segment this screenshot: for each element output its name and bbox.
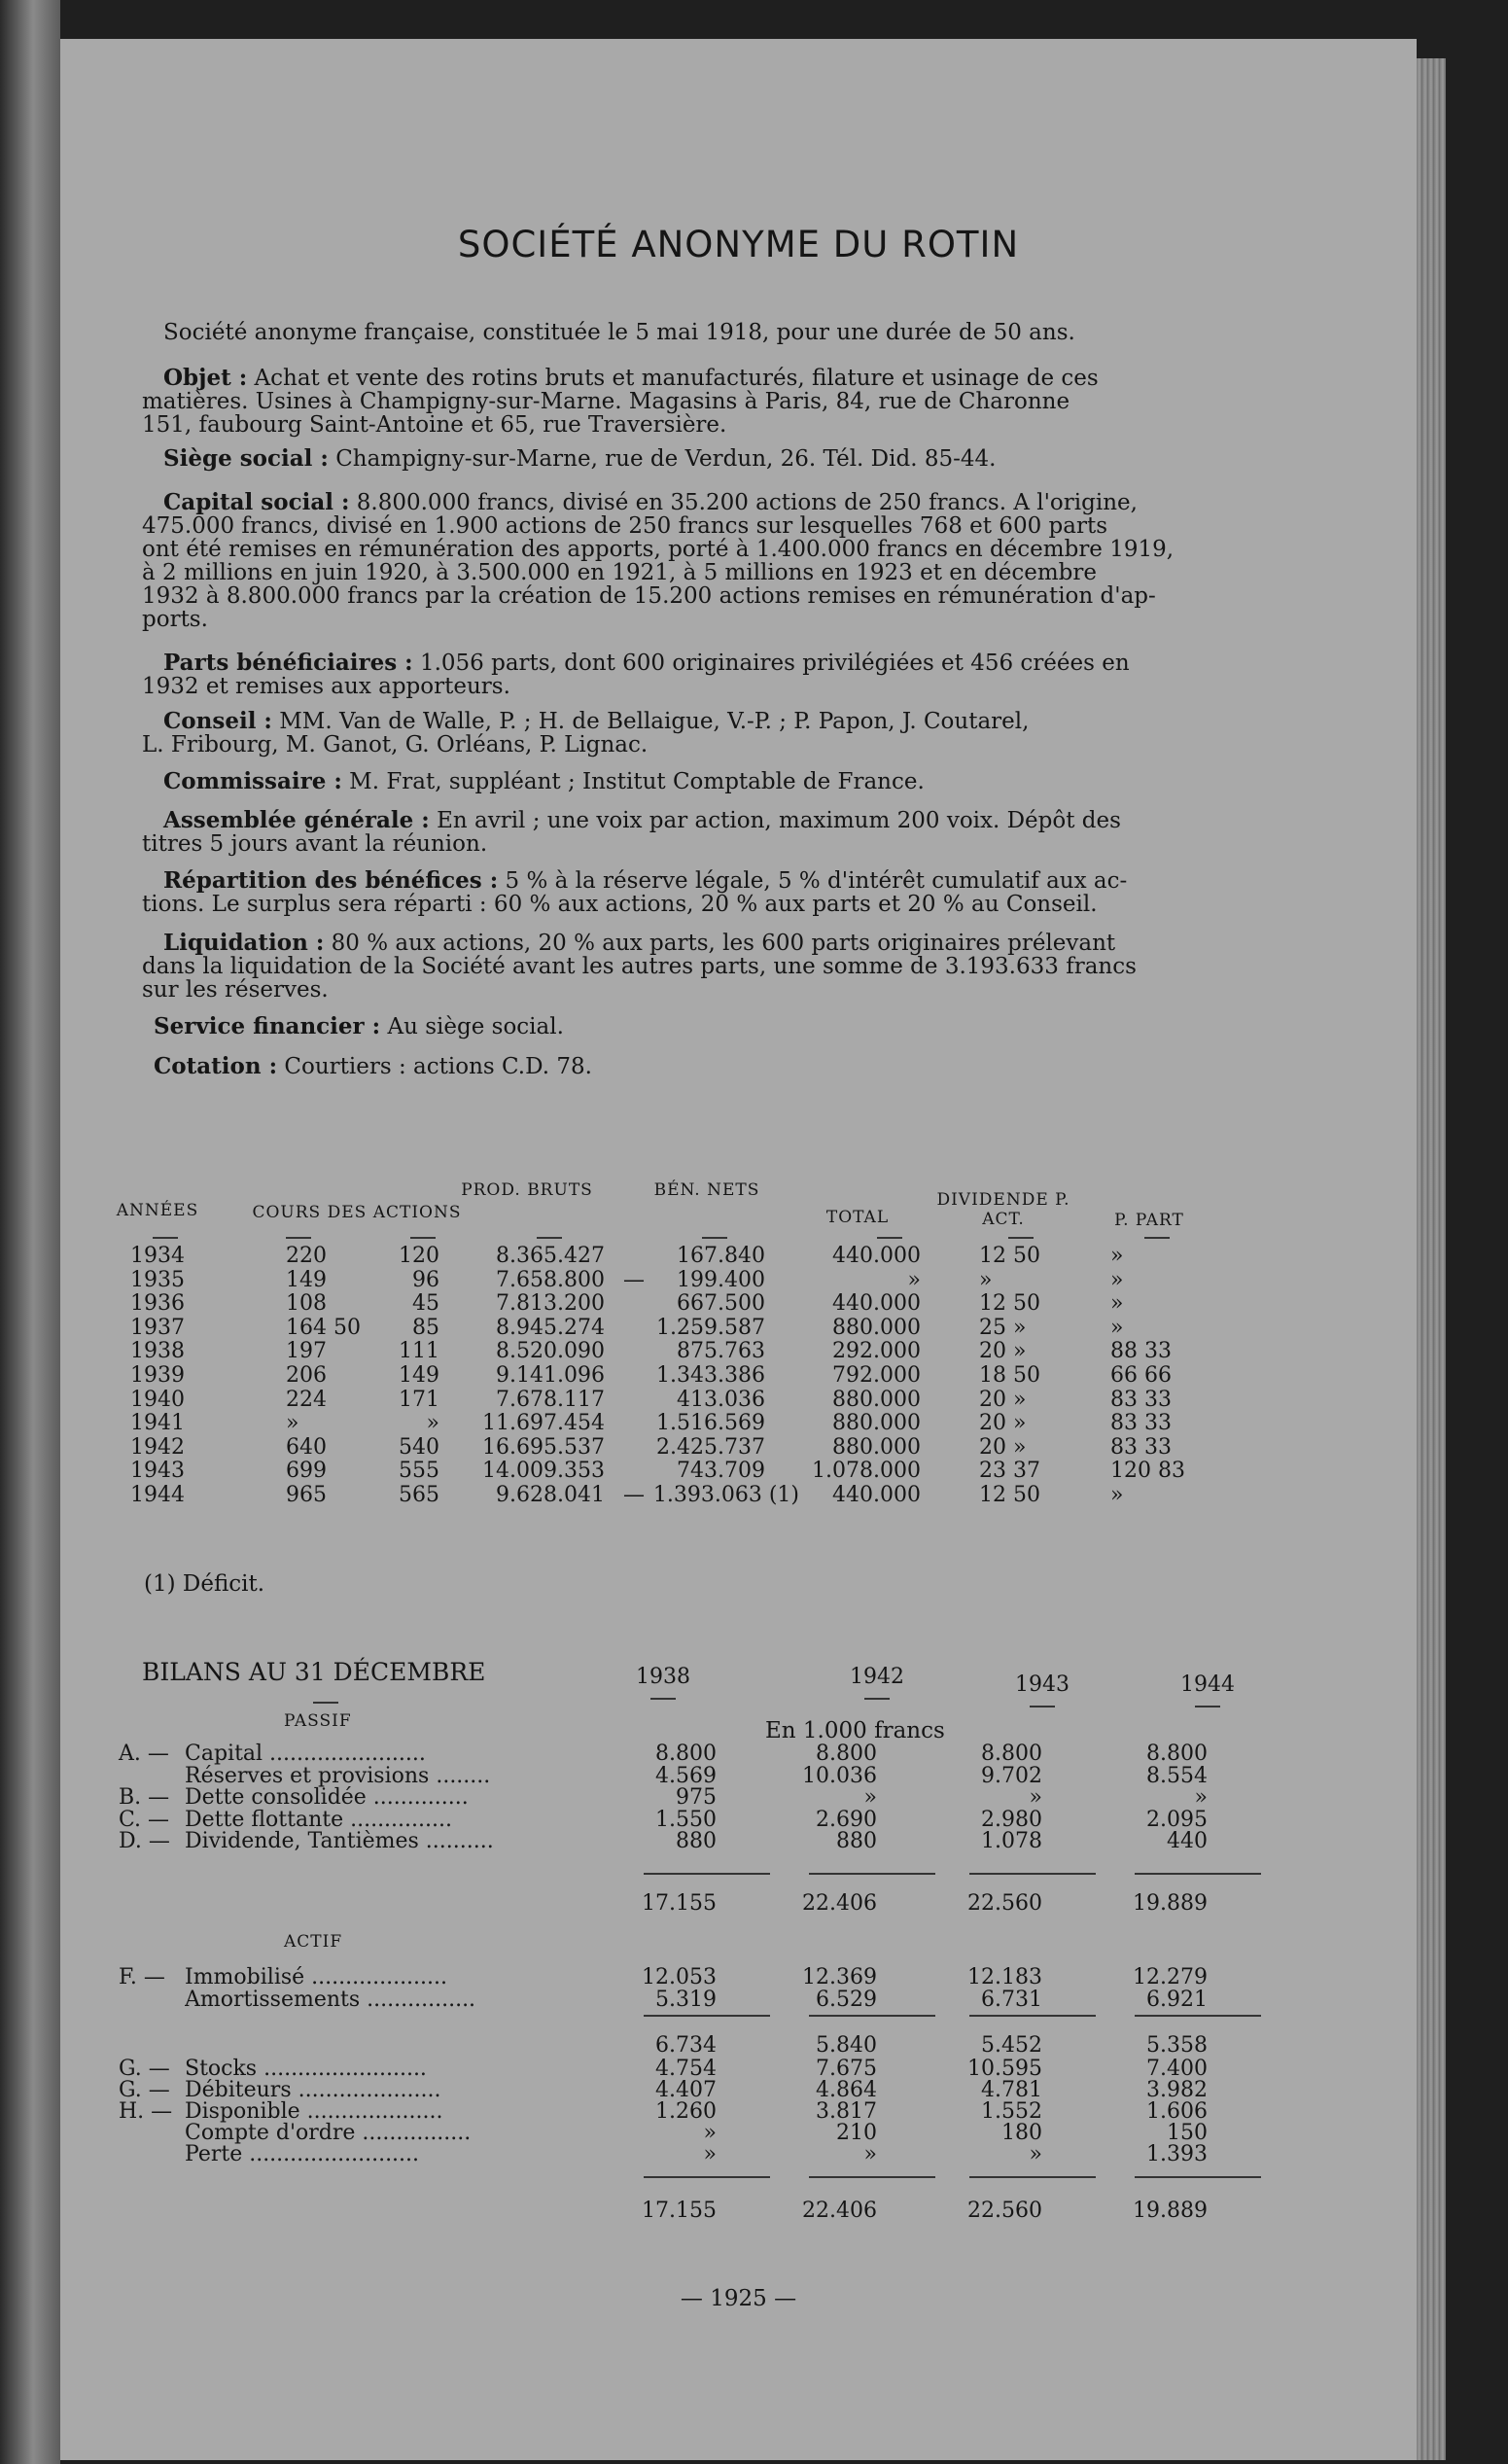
passif-row-label: Dette consolidée .............. [185,1786,469,1810]
cell-total: 880.000 [832,1434,921,1460]
cell-prod-bruts: 8.520.090 [496,1339,605,1364]
cell-annee: 1934 [130,1244,185,1268]
capital-line-2: 475.000 francs, divisé en 1.900 actions de 250 francs sur lesquelles 768 et 600 parts [142,513,1107,539]
cell-annee: 1935 [130,1267,185,1292]
actif-row-letter: H. — [119,2099,173,2124]
actif-total-value: 17.155 [642,2199,717,2223]
actif-row-value: 4.754 [655,2057,717,2081]
page-stack-edge [1417,58,1446,2460]
cell-ben-nets: 2.425.737 [656,1434,765,1460]
document-page [60,39,1417,2460]
actif-total-value: 22.406 [802,2199,877,2223]
liquidation-line-3: sur les réserves. [142,977,329,1003]
table-footnote: (1) Déficit. [144,1571,265,1597]
actif-row-value: 1.606 [1146,2099,1208,2124]
cell-cours-1: 164 50 [286,1315,361,1340]
cell-ben-nets: 199.400 [677,1267,765,1292]
cell-annee: 1944 [130,1483,185,1507]
actif-row-value: 4.864 [816,2078,877,2102]
actif-row-letter: G. — [119,2078,170,2102]
actif-row-value: » [703,2142,717,2166]
actif-row-value: 10.595 [967,2057,1042,2081]
conseil-line-1: Conseil : MM. Van de Walle, P. ; H. de Bellaigue, V.-P. ; P. Papon, J. Coutarel, [163,708,1030,734]
cell-annee: 1938 [130,1339,185,1364]
intro-line: Société anonyme française, constituée le 5 mai 1918, pour une durée de 50 ans. [163,320,1075,345]
passif-row-value: 4.569 [655,1763,717,1788]
cell-total: 440.000 [832,1244,921,1268]
header-dash [153,1237,178,1239]
passif-row-value: » [1194,1785,1208,1810]
assemblee-line-1: Assemblée générale : En avril ; une voix par action, maximum 200 voix. Dépôt des [163,807,1121,833]
siege-label: Siège social : [163,445,329,472]
repartition-label: Répartition des bénéfices : [163,867,499,894]
service-line: Service financier : Au siège social. [154,1013,564,1039]
header-cours: COURS DES ACTIONS [252,1203,462,1222]
actif-net-value: 5.452 [981,2033,1042,2058]
actif-row-value: » [1029,2142,1042,2166]
cell-cours-2: 85 [412,1315,439,1340]
bilans-year: 1942 [850,1665,904,1689]
actif-row-letter: G. — [119,2057,170,2081]
cell-cours-1: » [286,1411,299,1436]
actif-immo-row-value: 5.319 [655,1987,717,2012]
passif-row-value: 8.800 [1146,1742,1208,1766]
service-label: Service financier : [154,1013,381,1039]
passif-row-value: » [863,1785,877,1810]
cell-cours-2: 555 [399,1459,439,1484]
year-dash [1030,1706,1055,1707]
commissaire-line: Commissaire : M. Frat, suppléant ; Institut Comptable de France. [163,768,925,794]
cell-cours-2: 171 [399,1387,439,1412]
actif-row-label: Stocks ........................ [185,2058,427,2081]
subtotal-line [1135,2015,1261,2017]
actif-immo-row-value: 12.279 [1133,1965,1208,1989]
cell-sign: — [623,1267,645,1292]
cell-cours-1: 640 [286,1434,327,1460]
actif-row-value: 180 [1001,2121,1042,2145]
passif-row-label: Capital ....................... [185,1742,426,1766]
actif-row-value: » [863,2142,877,2166]
actif-row-label: Compte d'ordre ................ [185,2122,472,2145]
actif-row-value: 3.817 [816,2099,877,2124]
parts-line-2: 1932 et remises aux apporteurs. [142,674,510,699]
objet-line-2: matières. Usines à Champigny-sur-Marne. Magasins à Paris, 84, rue de Charonne [142,389,1070,414]
cell-p-part: 66 66 [1110,1363,1172,1388]
passif-row-letter: A. — [119,1742,169,1766]
actif-row-value: 150 [1167,2121,1208,2145]
cell-prod-bruts: 9.628.041 [496,1483,605,1507]
passif-label: PASSIF [284,1711,352,1731]
cell-annee: 1937 [130,1315,185,1340]
cell-total: » [907,1267,921,1292]
cell-annee: 1942 [130,1434,185,1460]
actif-immo-row-label: Amortissements ................ [185,1988,476,2012]
passif-row-value: 2.095 [1146,1807,1208,1832]
passif-row-value: 975 [676,1785,717,1810]
actif-immo-row-value: 12.369 [802,1965,877,1989]
repartition-line-1: Répartition des bénéfices : 5 % à la réserve légale, 5 % d'intérêt cumulatif aux ac- [163,867,1128,894]
total-line [969,2176,1096,2178]
cell-prod-bruts: 7.658.800 [496,1267,605,1292]
header-dividende: DIVIDENDE P. ACT. [936,1190,1070,1229]
subtotal-line [969,1873,1096,1875]
bilans-year: 1943 [1015,1672,1070,1697]
actif-immo-row-letter: F. — [119,1965,165,1989]
cell-total: 440.000 [832,1291,921,1317]
cell-dividende: 12 50 [979,1483,1040,1507]
bilans-year: 1944 [1180,1672,1235,1697]
actif-row-label: Débiteurs ..................... [185,2079,441,2102]
passif-total-value: 22.406 [802,1891,877,1916]
unit-label: En 1.000 francs [765,1718,945,1743]
cell-cours-1: 220 [286,1244,327,1268]
cell-p-part: » [1110,1244,1124,1268]
actif-row-value: 210 [836,2121,877,2145]
year-dash [650,1698,676,1700]
cell-cours-2: 565 [399,1483,439,1507]
header-annees: ANNÉES [116,1201,199,1220]
cell-dividende: 18 50 [979,1363,1040,1388]
cell-cours-2: 540 [399,1434,439,1460]
cell-cours-2: 149 [399,1363,439,1388]
siege-line: Siège social : Champigny-sur-Marne, rue de Verdun, 26. Tél. Did. 85-44. [163,445,997,472]
passif-row-value: 880 [676,1829,717,1853]
cell-ben-nets: 1.393.063 (1) [652,1483,799,1507]
header-p-part: P. PART [1114,1211,1184,1230]
subtotal-line [644,2015,770,2017]
passif-row-label: Réserves et provisions ........ [185,1764,491,1788]
cell-cours-1: 108 [286,1291,327,1317]
cell-dividende: 25 » [979,1315,1027,1340]
cell-cours-1: 224 [286,1387,327,1412]
passif-row-label: Dividende, Tantièmes .......... [185,1830,494,1853]
cell-prod-bruts: 16.695.537 [482,1434,605,1460]
parts-label: Parts bénéficiaires : [163,650,413,676]
total-line [1135,2176,1261,2178]
passif-row-value: 2.690 [816,1807,877,1832]
cell-prod-bruts: 11.697.454 [482,1411,605,1436]
bilans-year: 1938 [636,1665,690,1689]
passif-row-value: 9.702 [981,1763,1042,1788]
cell-annee: 1941 [130,1411,185,1436]
passif-total-value: 17.155 [642,1891,717,1916]
cell-cours-1: 206 [286,1363,327,1388]
liquidation-line-1: Liquidation : 80 % aux actions, 20 % aux parts, les 600 parts originaires prélevant [163,930,1116,956]
capital-line-3: ont été remises en rémunération des apports, porté à 1.400.000 francs en décembre 1919, [142,537,1175,562]
cell-cours-1: 965 [286,1483,327,1507]
cell-total: 440.000 [832,1483,921,1507]
cell-dividende: 20 » [979,1387,1027,1412]
passif-row-value: 8.554 [1146,1763,1208,1788]
cell-prod-bruts: 7.678.117 [496,1387,605,1412]
cell-dividende: 12 50 [979,1244,1040,1268]
parts-line-1: Parts bénéficiaires : 1.056 parts, dont 600 originaires privilégiées et 456 créées en [163,650,1130,676]
liquidation-line-2: dans la liquidation de la Société avant les autres parts, une somme de 3.193.633 francs [142,954,1137,979]
actif-row-label: Disponible .................... [185,2100,443,2124]
passif-row-value: 440 [1167,1829,1208,1853]
subtotal-line [809,2015,935,2017]
objet-label: Objet : [163,365,248,391]
passif-row-value: 10.036 [802,1763,877,1788]
commissaire-label: Commissaire : [163,768,342,794]
cell-p-part: 83 33 [1110,1411,1172,1436]
cell-prod-bruts: 8.945.274 [496,1315,605,1340]
actif-net-value: 5.358 [1146,2033,1208,2058]
header-dash [537,1237,562,1239]
cell-total: 880.000 [832,1315,921,1340]
cell-annee: 1939 [130,1363,185,1388]
liquidation-label: Liquidation : [163,930,325,956]
actif-row-value: 4.781 [981,2078,1042,2102]
cell-total: 880.000 [832,1411,921,1436]
cell-p-part: » [1110,1267,1124,1292]
cell-dividende: 20 » [979,1411,1027,1436]
passif-total-value: 19.889 [1133,1891,1208,1916]
page-number: — 1925 — [680,2286,797,2311]
assemblee-line-2: titres 5 jours avant la réunion. [142,831,488,857]
passif-row-value: 1.550 [655,1807,717,1832]
title-dash [313,1702,338,1704]
cell-cours-2: 111 [399,1339,439,1364]
cell-cours-2: » [426,1411,439,1436]
actif-row-value: 7.675 [816,2057,877,2081]
actif-row-label: Perte ......................... [185,2143,420,2166]
header-dash [286,1237,311,1239]
cell-dividende: 20 » [979,1434,1027,1460]
left-page-edge [0,0,60,2464]
cell-ben-nets: 1.259.587 [656,1315,765,1340]
actif-immo-row-value: 6.731 [981,1987,1042,2012]
capital-line-4: à 2 millions en juin 1920, à 3.500.000 en 1921, à 5 millions en 1923 et en décembre [142,560,1097,585]
cell-cours-2: 120 [399,1244,439,1268]
actif-immo-row-label: Immobilisé .................... [185,1966,448,1989]
passif-row-value: » [1029,1785,1042,1810]
year-dash [864,1698,890,1700]
cell-prod-bruts: 7.813.200 [496,1291,605,1317]
cell-ben-nets: 743.709 [677,1459,765,1484]
total-line [644,2176,770,2178]
cell-p-part: 120 83 [1110,1459,1185,1484]
cell-ben-nets: 413.036 [677,1387,765,1412]
passif-row-letter: D. — [119,1829,170,1853]
cell-p-part: » [1110,1291,1124,1317]
bilans-title: BILANS AU 31 DÉCEMBRE [142,1658,486,1686]
header-dash [1144,1237,1170,1239]
actif-row-value: 4.407 [655,2078,717,2102]
capital-line-1: Capital social : 8.800.000 francs, divisé en 35.200 actions de 250 francs. A l'origine, [163,489,1138,515]
actif-row-value: 1.260 [655,2099,717,2124]
cell-annee: 1936 [130,1291,185,1317]
actif-row-value: 7.400 [1146,2057,1208,2081]
cell-cours-2: 96 [412,1267,439,1292]
cell-p-part: 83 33 [1110,1387,1172,1412]
cell-dividende: » [979,1267,993,1292]
conseil-line-2: L. Fribourg, M. Ganot, G. Orléans, P. Lignac. [142,732,649,757]
cell-ben-nets: 667.500 [677,1291,765,1317]
subtotal-line [809,1873,935,1875]
cell-p-part: » [1110,1315,1124,1340]
capital-line-6: ports. [142,607,208,632]
cell-total: 792.000 [832,1363,921,1388]
passif-row-value: 8.800 [981,1742,1042,1766]
assemblee-label: Assemblée générale : [163,807,430,833]
header-dash [877,1237,902,1239]
cell-total: 1.078.000 [812,1459,921,1484]
cell-ben-nets: 1.343.386 [656,1363,765,1388]
actif-immo-row-value: 6.921 [1146,1987,1208,2012]
cell-cours-2: 45 [412,1291,439,1317]
cell-annee: 1943 [130,1459,185,1484]
cell-total: 880.000 [832,1387,921,1412]
cell-p-part: 83 33 [1110,1434,1172,1460]
cell-p-part: 88 33 [1110,1339,1172,1364]
header-prod-bruts: PROD. BRUTS [461,1180,593,1200]
actif-net-value: 5.840 [816,2033,877,2058]
header-dash [410,1237,436,1239]
cell-dividende: 20 » [979,1339,1027,1364]
cell-ben-nets: 875.763 [677,1339,765,1364]
header-dash [1008,1237,1034,1239]
conseil-label: Conseil : [163,708,272,734]
actif-label: ACTIF [284,1932,343,1952]
actif-immo-row-value: 6.529 [816,1987,877,2012]
passif-row-value: 8.800 [655,1742,717,1766]
header-dash [702,1237,727,1239]
passif-row-value: 1.078 [981,1829,1042,1853]
actif-row-value: 1.552 [981,2099,1042,2124]
actif-net-value: 6.734 [655,2033,717,2058]
cell-p-part: » [1110,1483,1124,1507]
cotation-line: Cotation : Courtiers : actions C.D. 78. [154,1053,592,1079]
subtotal-line [1135,1873,1261,1875]
passif-row-letter: C. — [119,1807,170,1832]
total-line [809,2176,935,2178]
cell-dividende: 23 37 [979,1459,1040,1484]
header-total: TOTAL [825,1208,890,1227]
passif-row-value: 2.980 [981,1807,1042,1832]
objet-line-3: 151, faubourg Saint-Antoine et 65, rue Traversière. [142,412,727,438]
passif-row-label: Dette flottante ............... [185,1808,452,1832]
capital-label: Capital social : [163,489,350,515]
cell-prod-bruts: 8.365.427 [496,1244,605,1268]
cell-prod-bruts: 14.009.353 [482,1459,605,1484]
objet-line-1: Objet : Achat et vente des rotins bruts et manufacturés, filature et usinage de ces [163,365,1099,391]
actif-immo-row-value: 12.183 [967,1965,1042,1989]
cell-dividende: 12 50 [979,1291,1040,1317]
year-dash [1195,1706,1220,1707]
actif-total-value: 19.889 [1133,2199,1208,2223]
subtotal-line [969,2015,1096,2017]
cell-ben-nets: 1.516.569 [656,1411,765,1436]
cell-annee: 1940 [130,1387,185,1412]
actif-row-value: 1.393 [1146,2142,1208,2166]
cell-total: 292.000 [832,1339,921,1364]
actif-total-value: 22.560 [967,2199,1042,2223]
passif-row-value: 880 [836,1829,877,1853]
repartition-line-2: tions. Le surplus sera réparti : 60 % aux actions, 20 % aux parts et 20 % au Conseil. [142,892,1098,917]
cell-cours-1: 197 [286,1339,327,1364]
passif-row-value: 8.800 [816,1742,877,1766]
passif-row-letter: B. — [119,1785,170,1810]
header-ben-nets: BÉN. NETS [653,1180,760,1200]
passif-total-value: 22.560 [967,1891,1042,1916]
page-title: SOCIÉTÉ ANONYME DU ROTIN [457,224,1020,265]
cell-sign: — [623,1483,645,1507]
cell-cours-1: 699 [286,1459,327,1484]
capital-line-5: 1932 à 8.800.000 francs par la création de 15.200 actions remises en rémunération d'ap- [142,583,1156,609]
cell-ben-nets: 167.840 [677,1244,765,1268]
actif-row-value: » [703,2121,717,2145]
subtotal-line [644,1873,770,1875]
cell-cours-1: 149 [286,1267,327,1292]
actif-row-value: 3.982 [1146,2078,1208,2102]
cotation-label: Cotation : [154,1053,278,1079]
actif-immo-row-value: 12.053 [642,1965,717,1989]
cell-prod-bruts: 9.141.096 [496,1363,605,1388]
